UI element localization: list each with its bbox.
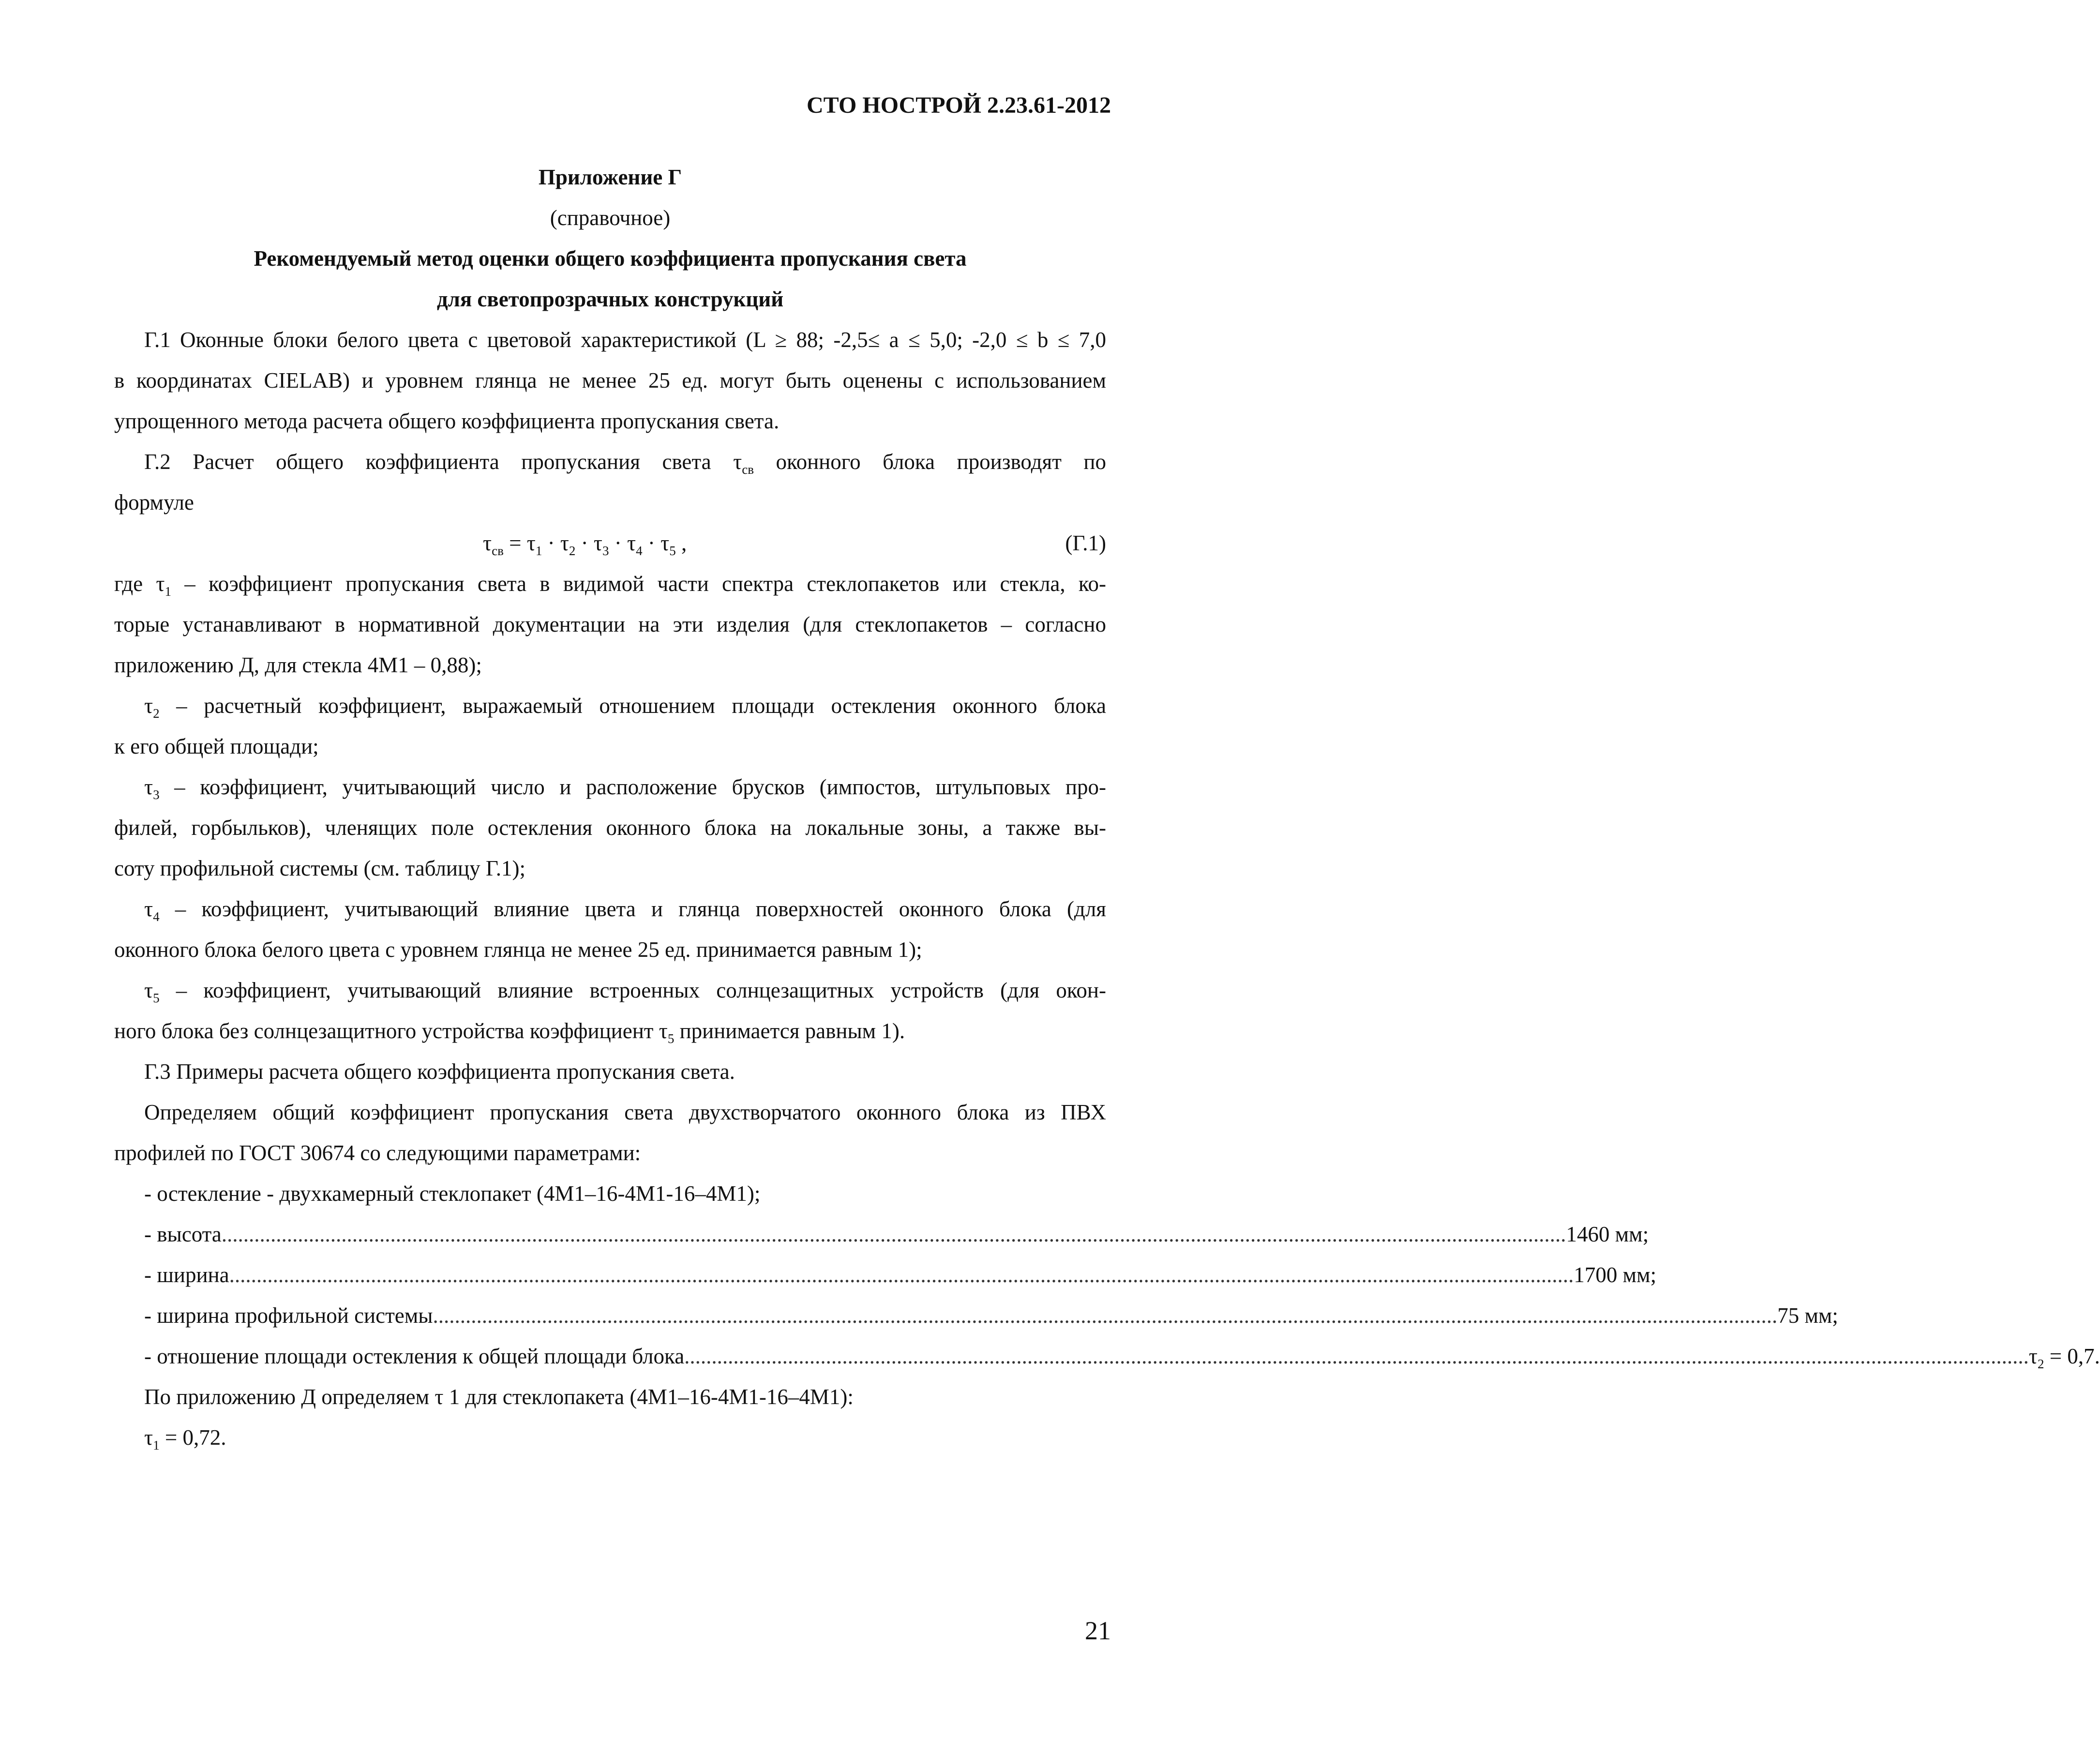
formula-subscript: 2 bbox=[569, 544, 576, 558]
def-tau1-line2: торые устанавливают в нормативной документации на эти изделия (для стеклопакетов – согласно bbox=[114, 612, 1106, 636]
paragraph-g1-line2: в координатах CIELAB) и уровнем глянца не менее 25 ед. могут быть оценены с использованием bbox=[114, 368, 1106, 393]
paragraph-g2-text: Г.2 Расчет общего коэффициента пропускания света τ bbox=[144, 450, 742, 474]
document-code: СТО НОСТРОЙ 2.23.61-2012 bbox=[806, 92, 1111, 118]
def-tau4-line2: оконного блока белого цвета с уровнем глянца не менее 25 ед. принимается равным 1); bbox=[114, 938, 922, 962]
param-label: - ширина bbox=[144, 1263, 229, 1287]
param-width bbox=[114, 1255, 1657, 1295]
formula-end: , bbox=[675, 531, 687, 555]
param-glazing-ratio bbox=[114, 1336, 2100, 1377]
formula-operator: · bbox=[642, 531, 661, 555]
def-text: – коэффициент, учитывающий влияние цвета и глянца поверхностей оконного блока (для bbox=[159, 897, 1106, 921]
paragraph-g2-text-cont: оконного блока производят по bbox=[753, 450, 1107, 474]
def-tau1-line1 bbox=[114, 563, 1106, 604]
formula-subscript: 5 bbox=[669, 544, 676, 558]
formula-operator: · bbox=[575, 531, 594, 555]
dot-leader: ....................................................................................................................................................................................................................................................... bbox=[433, 1303, 1778, 1328]
formula-subscript: 1 bbox=[535, 544, 542, 558]
paragraph-g3-line3: профилей по ГОСТ 30674 со следующими параметрами: bbox=[114, 1141, 641, 1165]
param-value: 1460 мм; bbox=[1566, 1222, 1649, 1246]
subscript: 5 bbox=[667, 1031, 675, 1046]
param-height bbox=[114, 1214, 1649, 1255]
formula-symbol: τ bbox=[483, 531, 492, 555]
ratio-value: = 0,7. bbox=[2044, 1344, 2100, 1368]
formula-symbol: τ bbox=[560, 531, 569, 555]
formula-operator: = bbox=[503, 531, 527, 555]
def-tau3-line1 bbox=[114, 767, 1106, 807]
subscript: 1 bbox=[153, 1438, 160, 1452]
paragraph-g1-line3: упрощенного метода расчета общего коэффициента пропускания света. bbox=[114, 409, 780, 433]
formula-symbol: τ bbox=[660, 531, 670, 555]
def-text: принимается равным 1). bbox=[674, 1019, 905, 1043]
tau-symbol: τ bbox=[144, 775, 153, 799]
formula-g1 bbox=[483, 523, 687, 563]
param-label: - отношение площади остекления к общей площади блока bbox=[144, 1344, 685, 1368]
appendix-title: Приложение Г bbox=[538, 165, 682, 189]
formula-operator: · bbox=[542, 531, 560, 555]
subscript: 1 bbox=[165, 584, 171, 599]
def-text: – коэффициент, учитывающий влияние встроенных солнцезащитных устройств (для окон- bbox=[159, 978, 1106, 1002]
param-value bbox=[2029, 1336, 2100, 1377]
formula-subscript: 3 bbox=[602, 544, 609, 558]
tau-symbol: τ bbox=[2028, 1344, 2038, 1368]
subscript: 4 bbox=[153, 909, 160, 924]
tau-symbol: τ bbox=[144, 978, 153, 1002]
subscript: 2 bbox=[153, 706, 160, 721]
subscript: 2 bbox=[2038, 1357, 2044, 1371]
subscript: св bbox=[742, 462, 754, 477]
def-tau2-line1 bbox=[114, 685, 1106, 726]
page-number: 21 bbox=[1085, 1616, 1111, 1645]
def-text: где τ bbox=[114, 572, 165, 596]
appendix-heading-line1: Рекомендуемый метод оценки общего коэффициента пропускания света bbox=[254, 246, 967, 271]
paragraph-g3-line2: Определяем общий коэффициент пропускания света двухстворчатого оконного блока из ПВХ bbox=[144, 1100, 1106, 1124]
def-text: – коэффициент пропускания света в видимой части спектра стеклопакетов или стекла, ко- bbox=[171, 572, 1106, 596]
subscript: 5 bbox=[153, 991, 160, 1005]
def-tau5-line1 bbox=[114, 970, 1106, 1011]
param-value: 75 мм; bbox=[1777, 1303, 1838, 1328]
formula-symbol: τ bbox=[627, 531, 636, 555]
formula-subscript: 4 bbox=[636, 544, 643, 558]
subscript: 3 bbox=[153, 787, 160, 802]
paragraph-tau1-lookup: По приложению Д определяем τ 1 для стеклопакета (4М1–16-4М1-16–4М1): bbox=[144, 1385, 854, 1409]
def-text: – коэффициент, учитывающий число и расположение брусков (импостов, штульповых про- bbox=[159, 775, 1106, 799]
def-tau2-line2: к его общей площади; bbox=[114, 734, 319, 758]
formula-operator: · bbox=[609, 531, 627, 555]
def-text: ного блока без солнцезащитного устройства коэффициент τ bbox=[114, 1019, 668, 1043]
formula-row bbox=[114, 523, 1106, 563]
formula-subscript: св bbox=[492, 544, 504, 558]
param-value: 1700 мм; bbox=[1574, 1263, 1657, 1287]
tau-symbol: τ bbox=[144, 897, 153, 921]
tau-symbol: τ bbox=[144, 1425, 153, 1450]
param-label: - высота bbox=[144, 1222, 222, 1246]
paragraph-g1-line1: Г.1 Оконные блоки белого цвета с цветовой характеристикой (L ≥ 88; -2,5≤ a ≤ 5,0; -2,0 ≤ b ≤ 7,0 bbox=[144, 328, 1106, 352]
paragraph-g3-line1: Г.3 Примеры расчета общего коэффициента пропускания света. bbox=[144, 1059, 735, 1084]
tau1-result bbox=[114, 1417, 1106, 1458]
result-value: = 0,72. bbox=[159, 1425, 226, 1450]
dot-leader: ....................................................................................................................................................................................................................................................... bbox=[221, 1222, 1566, 1246]
formula-symbol: τ bbox=[593, 531, 602, 555]
param-label: - ширина профильной системы bbox=[144, 1303, 433, 1328]
dot-leader: ....................................................................................................................................................................................................................................................... bbox=[229, 1263, 1574, 1287]
def-tau1-line3: приложению Д, для стекла 4М1 – 0,88); bbox=[114, 653, 482, 677]
formula-symbol: τ bbox=[526, 531, 536, 555]
dot-leader: ....................................................................................................................................................................................................................................................... bbox=[684, 1344, 2029, 1368]
def-tau3-line2: филей, горбыльков), членящих поле остекления оконного блока на локальные зоны, а также вы- bbox=[114, 816, 1106, 840]
appendix-subtitle: (справочное) bbox=[550, 206, 671, 230]
tau-symbol: τ bbox=[144, 694, 153, 718]
def-tau5-line2 bbox=[114, 1011, 1106, 1051]
paragraph-g2-line2: формуле bbox=[114, 490, 194, 514]
paragraph-g2-line1 bbox=[114, 441, 1106, 482]
def-tau3-line3: соту профильной системы (см. таблицу Г.1); bbox=[114, 856, 525, 880]
formula-number: (Г.1) bbox=[1065, 531, 1106, 555]
param-glazing: - остекление - двухкамерный стеклопакет (4М1–16-4М1-16–4М1); bbox=[144, 1181, 761, 1206]
def-text: – расчетный коэффициент, выражаемый отношением площади остекления оконного блока bbox=[159, 694, 1106, 718]
def-tau4-line1 bbox=[114, 889, 1106, 929]
body-text bbox=[114, 319, 2100, 1458]
appendix-heading-line2: для светопрозрачных конструкций bbox=[436, 287, 784, 311]
param-profile-width bbox=[114, 1295, 1838, 1336]
